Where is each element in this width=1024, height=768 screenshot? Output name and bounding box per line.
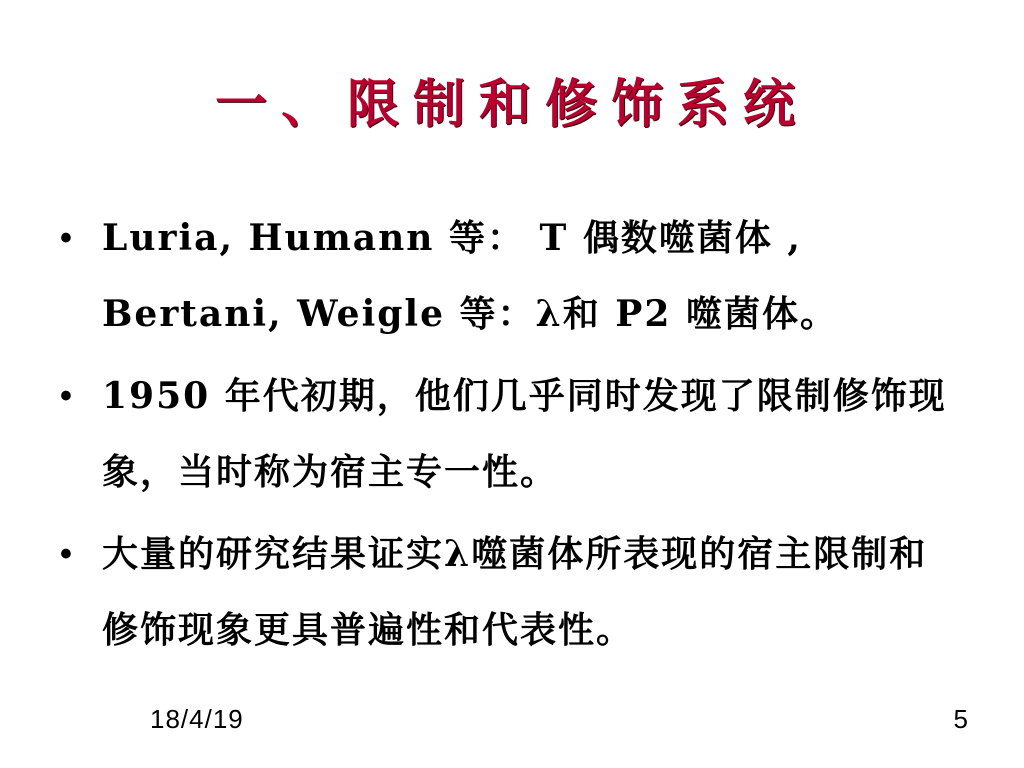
bullet-dot-icon: • [60,377,74,415]
bullet-item [60,200,960,352]
bullet-text: Luria, Humann 等： T 偶数噬菌体 , Bertani, Weigle 等：λ和 P2 噬菌体。 [102,217,838,335]
bullet-text: 大量的研究结果证实λ噬菌体所表现的宿主限制和修饰现象更具普遍性和代表性。 [102,533,928,651]
bullet-list [60,200,960,674]
bullet-item [60,516,960,668]
page-number: 5 [953,704,968,734]
slide-title: 一、限制和修饰系统 [214,74,809,135]
bullet-item [60,358,960,510]
bullet-text: 1950 年代初期，他们几乎同时发现了限制修饰现象，当时称为宿主专一性。 [102,375,947,493]
bullet-dot-icon: • [60,535,74,573]
bullet-dot-icon: • [60,219,74,257]
footer-date: 18/4/19 [150,704,244,734]
